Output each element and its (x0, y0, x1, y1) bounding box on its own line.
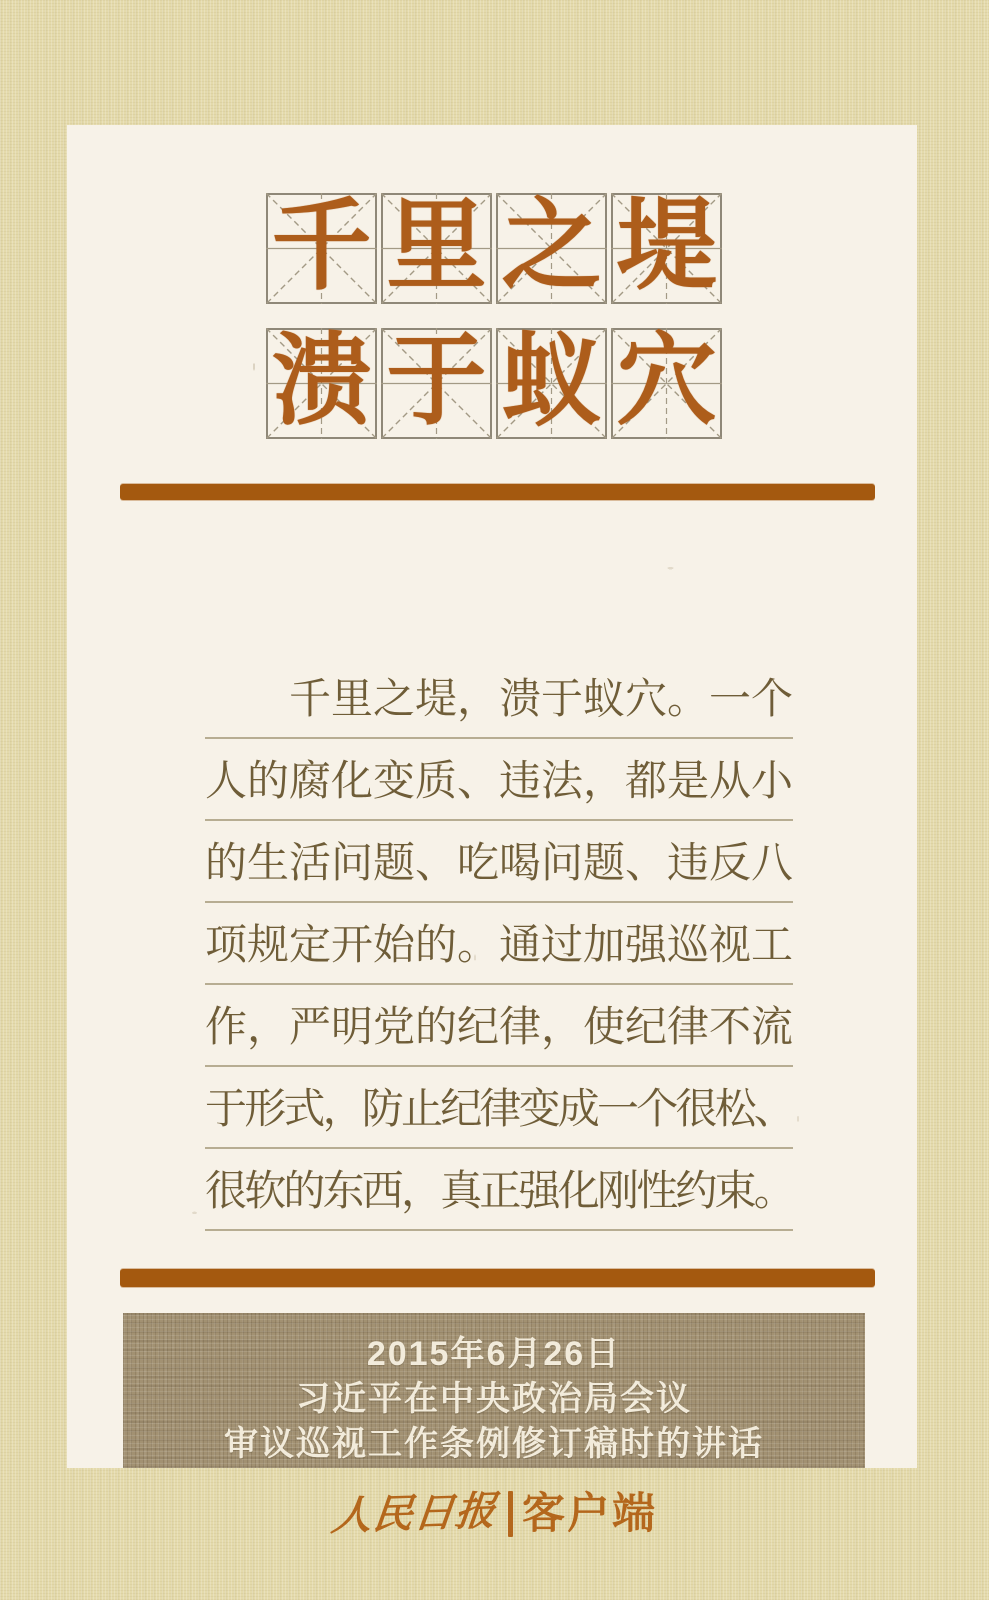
quote-line: 于形式，防止纪律变成一个很松、 (205, 1067, 793, 1149)
quote-line: 很软的东西，真正强化刚性约束。 (205, 1149, 793, 1231)
title-character: 堤 (616, 190, 717, 302)
title-character: 穴 (616, 325, 717, 437)
attribution-occasion: 审议巡视工作条例修订稿时的讲话 (224, 1425, 764, 1463)
quote-line: 人的腐化变质、违法，都是从小 (205, 739, 793, 821)
calligraphy-grid-cell (266, 190, 377, 304)
attribution-date: 2015年6月26日 (366, 1335, 622, 1373)
calligraphy-grid-cell (611, 325, 722, 439)
attribution-box (123, 1313, 865, 1468)
title-row-1 (266, 190, 722, 304)
brush-divider-top (120, 484, 875, 500)
quote-line: 千里之堤，溃于蚁穴。一个 (205, 657, 793, 739)
logo-divider-bar (508, 1491, 513, 1537)
quote-line: 作，严明党的纪律，使纪律不流 (205, 985, 793, 1067)
calligraphy-grid-cell (381, 325, 492, 439)
attribution-speaker: 习近平在中央政治局会议 (296, 1380, 692, 1418)
title-character: 于 (386, 325, 487, 437)
calligraphy-grid-cell (611, 190, 722, 304)
title-character: 千 (271, 190, 372, 302)
peoples-daily-script-logo: 人民日报 (329, 1487, 499, 1540)
title-character: 里 (386, 190, 487, 302)
quote-line: 项规定开始的。通过加强巡视工 (205, 903, 793, 985)
calligraphy-grid-cell (496, 190, 607, 304)
title-character: 之 (501, 190, 602, 302)
peoples-daily-client-logo (0, 1486, 989, 1542)
calligraphy-grid-cell (496, 325, 607, 439)
quote-line: 的生活问题、吃喝问题、违反八 (205, 821, 793, 903)
title-row-2 (266, 325, 722, 439)
paper-card (67, 125, 917, 1468)
client-label: 客户端 (522, 1489, 657, 1538)
title-character: 蚁 (501, 325, 602, 437)
brush-divider-bottom (120, 1269, 875, 1287)
calligraphy-grid-cell (266, 325, 377, 439)
calligraphy-grid-cell (381, 190, 492, 304)
title-character: 溃 (271, 325, 372, 437)
quote-paragraph (205, 657, 793, 1231)
